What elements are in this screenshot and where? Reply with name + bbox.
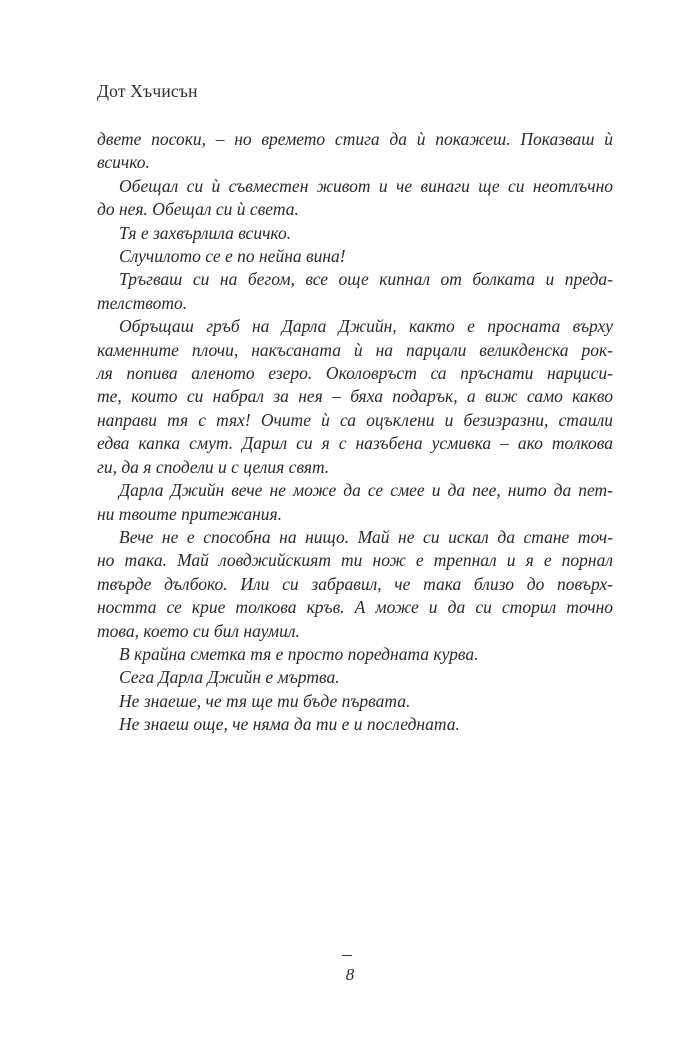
text-line: Дарла Джийн вече не може да се смее и да пее, нито да пет- [119, 480, 613, 501]
text-line: те, които си набрал за нея – бяха подарък, а виж само какво [97, 386, 613, 407]
text-line: Обръщаш гръб на Дарла Джийн, както е просната върху [119, 316, 613, 337]
text-line: едва капка смут. Дарил си я с назъбена усмивка – ако толкова [97, 433, 613, 454]
text-line: Тръгваш си на бегом, все още кипнал от болката и преда- [119, 269, 613, 290]
page-number: 8 [345, 965, 355, 984]
text-line: В крайна сметка тя е просто поредната курва. [119, 643, 479, 664]
text-line: Вече не е способна на нищо. Май не си искал да стане точ- [119, 526, 613, 547]
text-line: ля попива аленото езеро. Околовръст са пръснати нарциси- [97, 363, 613, 384]
text-line: Случилото се е по нейна вина! [119, 246, 346, 267]
text-line: Не знаеш още, че няма да ти е и последната. [119, 714, 460, 735]
text-line: ги, да я сподели и с целия свят. [97, 456, 330, 477]
text-line: каменните плочи, накъсаната ѝ на парцали великденска рок- [97, 339, 613, 360]
text-line: ността се крие толкова кръв. А може и да си сторил точно [97, 597, 613, 618]
text-line: двете посоки, – но времето стига да ѝ покажеш. Показваш ѝ [97, 129, 613, 149]
text-line: направи тя с тях! Очите ѝ са оцъклени и безизразни, стаили [97, 409, 613, 430]
body-text [97, 128, 613, 737]
text-line: Обещал си ѝ съвместен живот и че винаги ще си неотлъчно [119, 175, 613, 196]
text-line: Тя е захвърлила всичко. [119, 222, 292, 243]
text-line: но така. Май ловджийският ти нож е трепнал и я е порнал [97, 550, 613, 571]
text-line: твърде дълбоко. Или си забравил, че така близо до повърх- [97, 573, 613, 594]
text-line: това, което си бил наумил. [97, 620, 300, 641]
running-head: Дот Хъчисън [97, 81, 198, 101]
text-line: до нея. Обещал си ѝ света. [97, 199, 299, 220]
folio-rule [342, 955, 352, 956]
text-line: ни твоите притежания. [97, 503, 283, 524]
text-line: всичко. [97, 152, 150, 173]
text-line: телството. [97, 292, 188, 313]
text-line: Не знаеше, че тя ще ти бъде първата. [119, 690, 411, 711]
text-line: Сега Дарла Джийн е мъртва. [119, 667, 340, 688]
